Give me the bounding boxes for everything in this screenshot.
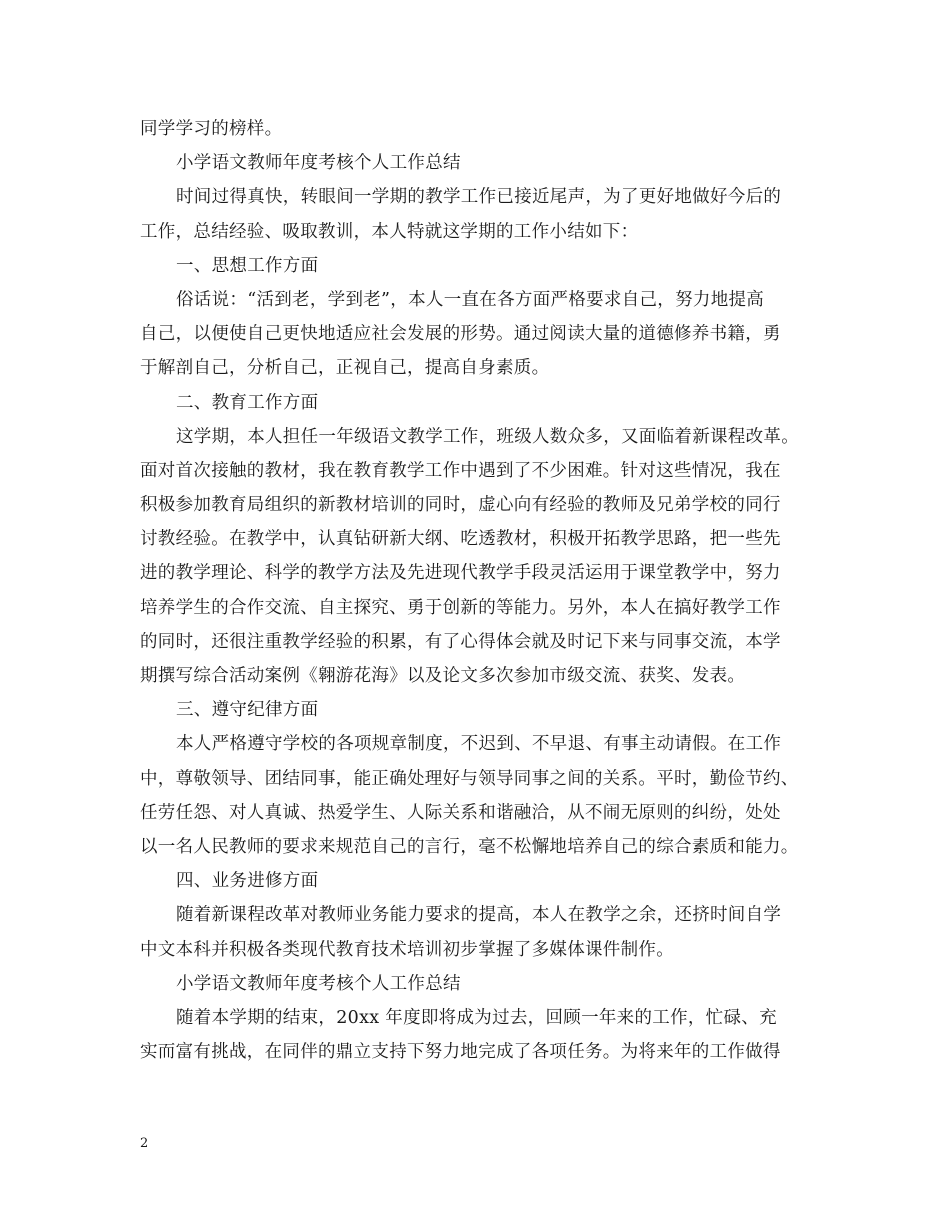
text-line: 实而富有挑战，在同伴的鼎立支持下努力地完成了各项任务。为将来年的工作做得 [140, 1042, 781, 1063]
text-line: 随着本学期的结束，20xx 年度即将成为过去，回顾一年来的工作，忙碌、充 [176, 1007, 777, 1028]
text-line: 中文本科并积极各类现代教育技术培训初步掌握了多媒体课件制作。 [140, 939, 674, 960]
text-line: 二、教育工作方面 [176, 392, 319, 413]
text-line: 培养学生的合作交流、自主探究、勇于创新的等能力。另外，本人在搞好教学工作 [140, 597, 781, 618]
page-number: 2 [140, 1136, 149, 1151]
text-line: 同学学习的榜样。 [140, 119, 283, 139]
text-line: 以一名人民教师的要求来规范自己的言行，毫不松懈地培养自己的综合素质和能力。 [140, 836, 799, 857]
text-line: 俗话说：“活到老，学到老”，本人一直在各方面严格要求自己，努力地提高 [176, 289, 765, 310]
text-line: 中，尊敬领导、团结同事，能正确处理好与领导同事之间的关系。平时，勤俭节约、 [140, 768, 799, 789]
text-line: 随着新课程改革对教师业务能力要求的提高，本人在教学之余，还挤时间自学 [176, 905, 782, 926]
text-line: 四、业务进修方面 [176, 871, 319, 892]
text-line: 时间过得真快，转眼间一学期的教学工作已接近尾声，为了更好地做好今后的 [176, 187, 782, 208]
text-line: 小学语文教师年度考核个人工作总结 [176, 973, 461, 994]
text-line: 的同时，还很注重教学经验的积累，有了心得体会就及时记下来与同事交流，本学 [140, 631, 781, 652]
text-line: 自己，以便使自己更快地适应社会发展的形势。通过阅读大量的道德修养书籍，勇 [140, 324, 781, 345]
text-line: 任劳任怨、对人真诚、热爱学生、人际关系和谐融洽，从不闹无原则的纠纷，处处 [140, 802, 781, 823]
text-line: 进的教学理论、科学的教学方法及先进现代教学手段灵活运用于课堂教学中，努力 [140, 563, 781, 584]
text-line: 工作，总结经验、吸取教训，本人特就这学期的工作小结如下： [140, 221, 639, 242]
text-line: 一、思想工作方面 [176, 255, 319, 276]
text-line: 期撰写综合活动案例《翱游花海》以及论文多次参加市级交流、获奖、发表。 [140, 666, 746, 686]
text-line: 讨教经验。在教学中，认真钻研新大纲、吃透教材，积极开拓教学思路，把一些先 [140, 529, 781, 550]
text-line: 于解剖自己，分析自己，正视自己，提高自身素质。 [140, 358, 550, 379]
text-line: 这学期，本人担任一年级语文教学工作，班级人数众多，又面临着新课程改革。 [176, 426, 799, 447]
document-body [140, 112, 820, 1069]
text-line: 小学语文教师年度考核个人工作总结 [176, 153, 461, 174]
text-line: 积极参加教育局组织的新教材培训的同时，虚心向有经验的教师及兄弟学校的同行 [140, 495, 781, 516]
text-line: 三、遵守纪律方面 [176, 700, 319, 721]
text-line: 面对首次接触的教材，我在教育教学工作中遇到了不少困难。针对这些情况，我在 [140, 460, 781, 481]
text-line: 本人严格遵守学校的各项规章制度，不迟到、不早退、有事主动请假。在工作 [176, 734, 782, 755]
